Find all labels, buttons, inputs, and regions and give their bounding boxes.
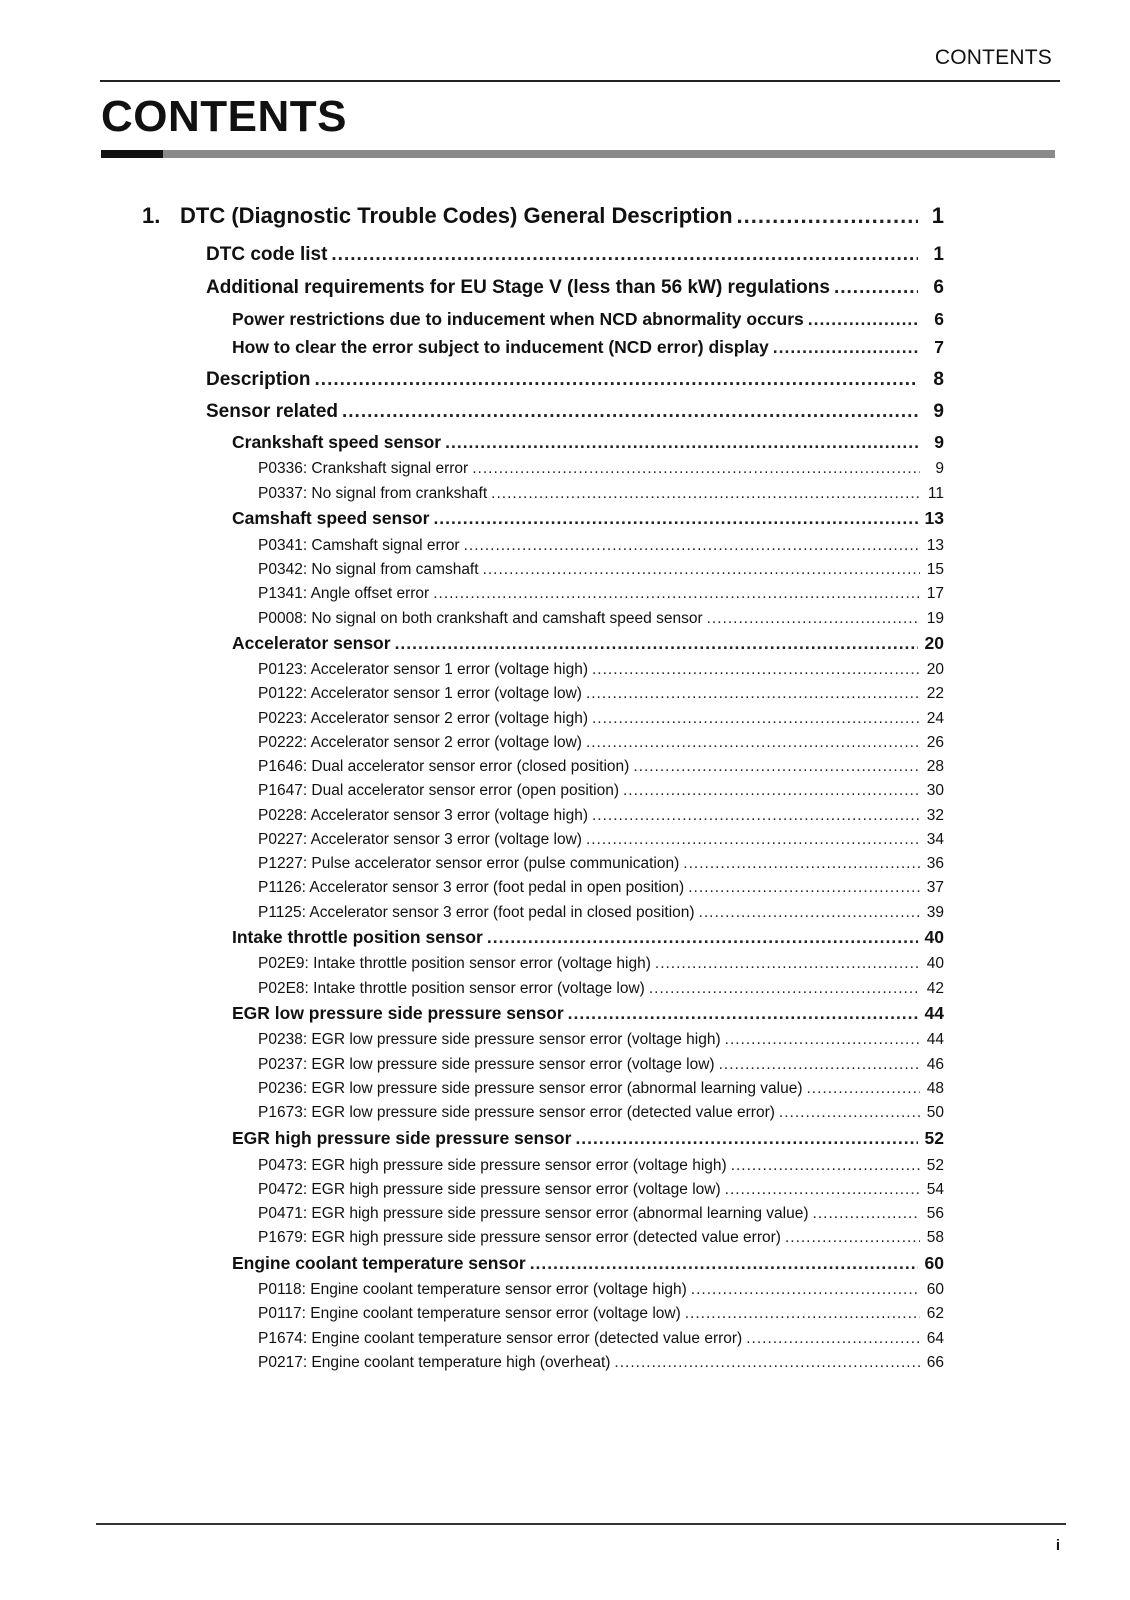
toc-entry-title: Description [206,369,311,390]
dot-leader [785,1229,920,1247]
toc-page-number: 24 [926,710,944,727]
toc-entry-heading[interactable] [206,277,944,299]
toc-page-number: 34 [926,831,944,848]
toc-page-number: 37 [926,879,944,896]
toc-entry-title: P02E8: Intake throttle position sensor error (voltage low) [258,980,645,997]
toc-entry-dtc[interactable] [258,585,944,603]
dot-leader [773,337,918,358]
toc-entry-dtc[interactable] [258,1305,944,1323]
toc-page-number: 11 [927,485,944,502]
toc-page-number: 44 [926,1031,944,1048]
toc-entry-dtc[interactable] [258,561,944,579]
toc-entry-title: P0122: Accelerator sensor 1 error (voltage low) [258,685,582,702]
toc-entry-title: P0227: Accelerator sensor 3 error (voltage low) [258,831,582,848]
header-rule [100,80,1060,82]
toc-entry-title: P0118: Engine coolant temperature sensor error (voltage high) [258,1281,687,1298]
toc-page-number: 20 [926,661,944,678]
toc-entry-title: Accelerator sensor [232,633,391,653]
toc-entry-dtc[interactable] [258,661,944,679]
toc-entry-heading[interactable] [232,927,944,948]
toc-page-number: 26 [926,734,944,751]
toc-page-number: 52 [926,1157,944,1174]
toc-page-number: 9 [934,432,944,452]
toc-page-number: 6 [934,309,944,329]
toc-page-number: 1 [931,203,944,228]
toc-entry-title: P0217: Engine coolant temperature high (overheat) [258,1354,611,1371]
dot-leader [433,508,918,529]
dot-leader [623,782,920,800]
dot-leader [614,1354,920,1372]
dot-leader [683,855,920,873]
dot-leader [725,1031,920,1049]
toc-entry-title: P0008: No signal on both crankshaft and camshaft speed sensor [258,610,703,627]
dot-leader [586,685,920,703]
toc-entry-title: P0236: EGR low pressure side pressure sensor error (abnormal learning value) [258,1080,803,1097]
toc-page-number: 56 [926,1205,944,1222]
toc-entry-title: P1227: Pulse accelerator sensor error (pulse communication) [258,855,680,872]
dot-leader [746,1330,920,1348]
toc-entry-dtc[interactable] [258,955,944,973]
toc-entry-title: P0123: Accelerator sensor 1 error (voltage high) [258,661,588,678]
toc-entry-title: Power restrictions due to inducement when NCD abnormality occurs [232,309,804,329]
toc-entry-title: EGR high pressure side pressure sensor [232,1128,572,1148]
toc-entry-title: P1679: EGR high pressure side pressure sensor error (detected value error) [258,1229,781,1246]
dot-leader [685,1305,920,1323]
dot-leader [483,561,920,579]
toc-page-number: 8 [933,369,944,390]
toc-entry-title: P1647: Dual accelerator sensor error (open position) [258,782,619,799]
toc-entry-dtc[interactable] [258,1056,944,1074]
toc-entry-title: P0336: Crankshaft signal error [258,460,469,477]
toc-page-number: 60 [926,1281,944,1298]
toc-entry-dtc[interactable] [258,1205,944,1223]
toc-entry-heading[interactable] [232,508,944,529]
toc-entry-title: P0472: EGR high pressure side pressure sensor error (voltage low) [258,1181,721,1198]
toc-page-number: 48 [926,1080,944,1097]
toc-entry-title: P0238: EGR low pressure side pressure sensor error (voltage high) [258,1031,721,1048]
toc-entry-title: P0337: No signal from crankshaft [258,485,488,502]
toc-entry-dtc[interactable] [258,807,944,825]
dot-leader [649,980,920,998]
toc-entry-dtc[interactable] [258,710,944,728]
toc-entry-heading[interactable] [206,401,944,423]
toc-entry-dtc[interactable] [258,1354,944,1372]
toc-page-number: 36 [926,855,944,872]
toc-entry-heading[interactable] [232,337,944,358]
toc-entry-title: Engine coolant temperature sensor [232,1253,526,1273]
toc-entry-title: P1673: EGR low pressure side pressure sensor error (detected value error) [258,1104,775,1121]
toc-page-number: 20 [924,633,944,653]
dot-leader [491,485,920,503]
dot-leader [586,734,920,752]
toc-entry-title: P0341: Camshaft signal error [258,537,460,554]
dot-leader [575,1128,918,1149]
toc-page-number: 54 [926,1181,944,1198]
toc-entry-dtc[interactable] [258,855,944,873]
toc-page-number: 32 [926,807,944,824]
toc-entry-title: P1126: Accelerator sensor 3 error (foot pedal in open position) [258,879,685,896]
toc-entry-title: P1646: Dual accelerator sensor error (closed position) [258,758,630,775]
toc-page-number: 58 [926,1229,944,1246]
page-title: CONTENTS [101,92,347,141]
dot-leader [395,633,918,654]
dot-leader [688,879,920,897]
toc-page-number: 52 [924,1128,944,1148]
toc-entry-title: DTC code list [206,244,328,265]
dot-leader [315,369,918,391]
dot-leader [433,585,920,603]
toc-entry-dtc[interactable] [258,1330,944,1348]
dot-leader [592,807,920,825]
toc-entry-dtc[interactable] [258,831,944,849]
toc-page-number: 13 [924,508,944,528]
toc-page-number: 39 [926,904,944,921]
dot-leader [331,244,918,266]
toc-page-number: 22 [926,685,944,702]
toc-page-number: 19 [926,610,944,627]
dot-leader [834,277,918,299]
dot-leader [472,460,920,478]
toc-entry-heading[interactable] [232,432,944,453]
toc-entry-dtc[interactable] [258,758,944,776]
toc-entry-title: P0222: Accelerator sensor 2 error (voltage low) [258,734,582,751]
toc-page-number: 17 [926,585,944,602]
toc-entry-dtc[interactable] [258,1104,944,1122]
toc-page-number: 13 [926,537,944,554]
toc-page-number: 7 [934,337,944,357]
toc-entry-dtc[interactable] [258,879,944,897]
toc-entry-heading[interactable] [142,203,944,229]
dot-leader [691,1281,920,1299]
chapter-number: 1. [142,203,161,228]
toc-entry-title: P1674: Engine coolant temperature sensor error (detected value error) [258,1330,743,1347]
toc-page-number: 9 [933,401,944,422]
toc-entry-title: DTC (Diagnostic Trouble Codes) General Description [180,203,733,228]
toc-entry-heading[interactable] [206,369,944,391]
title-underline-bar [101,150,1055,158]
toc-entry-title: Intake throttle position sensor [232,927,483,947]
dot-leader [464,537,920,555]
toc-entry-dtc[interactable] [258,980,944,998]
toc-entry-heading[interactable] [232,633,944,654]
dot-leader [779,1104,920,1122]
toc-entry-heading[interactable] [232,309,944,330]
dot-leader [592,710,920,728]
toc-entry-dtc[interactable] [258,1080,944,1098]
toc-entry-heading[interactable] [206,244,944,266]
toc-page-number: 64 [926,1330,944,1347]
toc-entry-title: P0117: Engine coolant temperature sensor error (voltage low) [258,1305,681,1322]
toc-entry-title: P0471: EGR high pressure side pressure sensor error (abnormal learning value) [258,1205,809,1222]
dot-leader [568,1003,918,1024]
toc-entry-title: P02E9: Intake throttle position sensor error (voltage high) [258,955,651,972]
toc-entry-title: P0342: No signal from camshaft [258,561,479,578]
dot-leader [487,927,918,948]
title-underline-accent [101,150,163,158]
toc-entry-title: P0473: EGR high pressure side pressure sensor error (voltage high) [258,1157,727,1174]
dot-leader [806,1080,920,1098]
toc-entry-heading[interactable] [232,1128,944,1149]
dot-leader [655,955,920,973]
dot-leader [699,904,920,922]
toc-entry-dtc[interactable] [258,1229,944,1247]
toc-page-number: 66 [926,1354,944,1371]
toc-entry-title: Additional requirements for EU Stage V (less than 56 kW) regulations [206,277,830,298]
footer-rule [96,1523,1066,1525]
toc-entry-dtc[interactable] [258,460,944,478]
toc-entry-dtc[interactable] [258,537,944,555]
dot-leader [445,432,918,453]
toc-page-number: 15 [926,561,944,578]
dot-leader [719,1056,920,1074]
toc-entry-title: P0228: Accelerator sensor 3 error (voltage high) [258,807,588,824]
dot-leader [813,1205,920,1223]
page-number: i [1055,1537,1060,1554]
toc-entry-title: P1341: Angle offset error [258,585,430,602]
toc-page-number: 30 [926,782,944,799]
toc-entry-title: Camshaft speed sensor [232,508,430,528]
dot-leader [707,610,920,628]
toc-entry-dtc[interactable] [258,485,944,503]
toc-page-number: 6 [933,277,944,298]
dot-leader [808,309,918,330]
dot-leader [633,758,920,776]
dot-leader [342,401,918,423]
toc-entry-title: Crankshaft speed sensor [232,432,442,452]
toc-entry-dtc[interactable] [258,734,944,752]
dot-leader [731,1157,920,1175]
toc-entry-title: P0223: Accelerator sensor 2 error (voltage high) [258,710,588,727]
toc-entry-dtc[interactable] [258,685,944,703]
toc-entry-title: Sensor related [206,401,338,422]
toc-entry-dtc[interactable] [258,1157,944,1175]
toc-entry-dtc[interactable] [258,1181,944,1199]
toc-entry-dtc[interactable] [258,1031,944,1049]
toc-entry-dtc[interactable] [258,1281,944,1299]
dot-leader [530,1253,918,1274]
toc-entry-dtc[interactable] [258,782,944,800]
toc-page-number: 62 [926,1305,944,1322]
toc-entry-title: P1125: Accelerator sensor 3 error (foot pedal in closed position) [258,904,695,921]
running-head: CONTENTS [934,46,1052,69]
toc-entry-title: P0237: EGR low pressure side pressure sensor error (voltage low) [258,1056,715,1073]
toc-page-number: 40 [926,955,944,972]
dot-leader [737,203,918,229]
dot-leader [586,831,920,849]
dot-leader [592,661,920,679]
toc-entry-title: EGR low pressure side pressure sensor [232,1003,564,1023]
toc-page-number: 9 [935,460,944,477]
toc-entry-heading[interactable] [232,1003,944,1024]
toc-page-number: 40 [924,927,944,947]
toc-page-number: 50 [926,1104,944,1121]
toc-page-number: 60 [924,1253,944,1273]
toc-page-number: 44 [924,1003,944,1023]
toc-entry-title: How to clear the error subject to inducement (NCD error) display [232,337,769,357]
toc-page-number: 42 [926,980,944,997]
toc-entry-heading[interactable] [232,1253,944,1274]
toc-page-number: 28 [926,758,944,775]
toc-page-number: 46 [926,1056,944,1073]
toc-entry-dtc[interactable] [258,610,944,628]
toc-entry-dtc[interactable] [258,904,944,922]
dot-leader [725,1181,920,1199]
toc-page-number: 1 [933,244,944,265]
